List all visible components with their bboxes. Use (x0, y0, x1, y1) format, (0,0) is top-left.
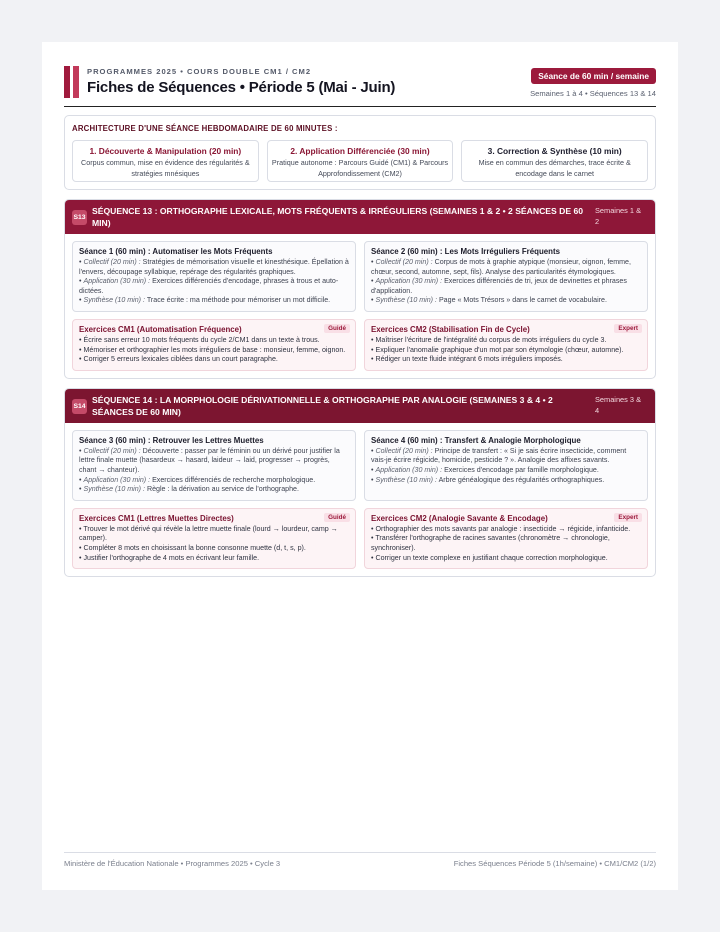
seance-card (72, 430, 356, 501)
sequence-title: SÉQUENCE 14 : LA MORPHOLOGIE DÉRIVATIONNELLE & ORTHOGRAPHE PAR ANALOGIE (SEMAINES 3 & 4 • 2 SÉANCES DE 60 MIN) (92, 394, 553, 417)
exercise-card-cm1 (72, 319, 356, 371)
page-title: Fiches de Séquences • Période 5 (Mai - Juin) (87, 79, 396, 96)
seance-title: Séance 4 (60 min) : Transfert & Analogie Morphologique (371, 435, 581, 445)
exercise-title: Exercices CM2 (Analogie Savante & Encodage) (371, 513, 548, 523)
seance-line: • Synthèse (10 min) : Trace écrite : ma méthode pour mémoriser un mot difficile. (79, 296, 331, 305)
architecture-title: ARCHITECTURE D'UNE SÉANCE HEBDOMADAIRE DE 60 MINUTES : (72, 124, 338, 133)
seance-line: • Collectif (20 min) : Principe de transfert : « Si je sais écrire insecticide, comment vais-je écrire régicide, homicide, pesticide ? ». Analogie des affixes savants. (371, 446, 627, 465)
architecture-box (64, 115, 656, 190)
exercise-title: Exercices CM1 (Lettres Muettes Directes) (79, 513, 234, 523)
brand-bar-light (73, 66, 79, 98)
sequence-header (65, 200, 655, 234)
exercise-title: Exercices CM1 (Automatisation Fréquence) (79, 324, 242, 334)
sequence-14 (64, 388, 656, 577)
footer (64, 852, 656, 868)
sequence-title: SÉQUENCE 13 : ORTHOGRAPHE LEXICALE, MOTS FRÉQUENTS & IRRÉGULIERS (SEMAINES 1 & 2 • 2 SÉANCES DE 60 MIN) (92, 206, 584, 228)
seance-title: Séance 2 (60 min) : Les Mots Irréguliers Fréquents (371, 247, 560, 256)
seance-line: • Synthèse (10 min) : Règle : la dérivation au service de l'orthographe. (79, 485, 299, 494)
exercise-item: • Trouver le mot dérivé qui révèle la lettre muette finale (lourd → lourdeur, camp → camper). (79, 524, 338, 543)
level-tag: Guidé (324, 324, 350, 333)
exercise-title: Exercices CM2 (Stabilisation Fin de Cycle) (371, 324, 530, 334)
architecture-step (267, 140, 454, 182)
seance-card (364, 241, 648, 312)
sequence-weeks: Semaines 1 & 2 (595, 206, 642, 226)
seance-row (72, 241, 648, 312)
header-meta (530, 66, 656, 98)
exercise-item: • Orthographier des mots savants par analogie : insecticide → régicide, infanticide. (371, 524, 631, 533)
footer-right: Fiches Séquences Période 5 (1h/semaine) • CM1/CM2 (1/2) (453, 859, 656, 868)
header-title-group (64, 66, 395, 98)
exercise-item: • Maîtriser l'écriture de l'intégralité du corpus de mots irréguliers du cycle 3. (371, 335, 607, 344)
exercise-item: • Compléter 8 mots en choisissant la bonne consonne muette (d, t, s, p). (79, 543, 306, 552)
header-subtitle: Semaines 1 à 4 • Séquences 13 & 14 (530, 89, 656, 98)
exercise-row (72, 319, 648, 371)
brand-bar-dark (64, 66, 70, 98)
exercise-card-cm2 (364, 508, 648, 569)
sequence-body (65, 234, 655, 378)
header-kicker: PROGRAMMES 2025 • COURS DOUBLE CM1 / CM2 (87, 67, 312, 76)
exercise-item: • Justifier l'orthographe de 4 mots en écrivant leur famille. (79, 553, 260, 562)
architecture-step-text: Pratique autonome : Parcours Guidé (CM1) & Parcours Approfondissement (CM2) (271, 158, 449, 178)
exercise-card-cm1 (72, 508, 356, 569)
exercise-item: • Mémoriser et orthographier les mots irréguliers de base : monsieur, femme, oignon. (79, 345, 346, 354)
architecture-step-title: 1. Découverte & Manipulation (20 min) (89, 146, 242, 156)
page (42, 42, 678, 890)
seance-row (72, 430, 648, 501)
brand-bars (64, 66, 79, 98)
level-tag: Expert (614, 513, 642, 522)
session-badge: Séance de 60 min / semaine (531, 68, 656, 84)
seance-line: • Application (30 min) : Exercices différenciés d'encodage, phrases à trous et auto-dictées. (79, 277, 339, 295)
sequence-badge: S14 (72, 399, 87, 414)
seance-title: Séance 1 (60 min) : Automatiser les Mots Fréquents (79, 247, 273, 256)
level-tag: Guidé (324, 513, 350, 522)
architecture-columns (72, 140, 648, 182)
footer-left: Ministère de l'Éducation Nationale • Programmes 2025 • Cycle 3 (64, 859, 281, 868)
architecture-step-text: Corpus commun, mise en évidence des régularités & stratégies mnésiques (81, 158, 250, 178)
architecture-step (461, 140, 648, 182)
sequence-13 (64, 199, 656, 379)
exercise-item: • Écrire sans erreur 10 mots fréquents du cycle 2/CM1 dans un texte à trous. (79, 335, 320, 344)
exercise-item: • Expliquer l'anomalie graphique d'un mot par son étymologie (chœur, automne). (371, 345, 624, 354)
seance-line: • Application (30 min) : Exercices différenciés de recherche morphologique. (79, 475, 316, 484)
exercise-item: • Transférer l'orthographe de racines savantes (chronomètre → chronologie, synchroniser). (371, 534, 610, 552)
exercise-item: • Rédiger un texte fluide intégrant 6 mots irréguliers imposés. (371, 355, 563, 364)
level-tag: Expert (614, 324, 642, 333)
seance-line: • Application (30 min) : Exercices différenciés de tri, jeux de devinettes et phrases d'application. (371, 277, 627, 295)
seance-card (72, 241, 356, 312)
exercise-item: • Corriger un texte complexe en justifiant chaque correction morphologique. (371, 553, 608, 562)
header (64, 66, 656, 107)
seance-line: • Collectif (20 min) : Stratégies de mémorisation visuelle et kinesthésique. Épellation à l'envers, découpage syllabique, repérage des régularités graphiques. (79, 258, 349, 276)
seance-line: • Synthèse (10 min) : Page « Mots Trésors » dans le carnet de vocabulaire. (371, 296, 607, 305)
sequence-header (65, 389, 655, 423)
exercise-item: • Corriger 5 erreurs lexicales ciblées dans un court paragraphe. (79, 355, 278, 364)
seance-card (364, 430, 648, 501)
exercise-row (72, 508, 648, 569)
architecture-step-title: 2. Application Différenciée (30 min) (290, 146, 430, 156)
architecture-step-title: 3. Correction & Synthèse (10 min) (487, 146, 622, 156)
seance-line: • Collectif (20 min) : Découverte : passer par le féminin ou un dérivé pour justifier la lettre finale muette (hasardeux → hasard, laideur → laid, progresser → progrès, chant → chanteur). (79, 446, 340, 474)
seance-line: • Synthèse (10 min) : Arbre généalogique des régularités orthographiques. (371, 475, 605, 484)
exercise-card-cm2 (364, 319, 648, 371)
seance-title: Séance 3 (60 min) : Retrouver les Lettres Muettes (79, 435, 264, 445)
sequence-body (65, 423, 655, 576)
seance-line: • Application (30 min) : Exercices d'encodage par famille morphologique. (371, 465, 599, 474)
architecture-step-text: Mise en commun des démarches, trace écrite & encodage dans le carnet (478, 158, 631, 178)
architecture-step (72, 140, 259, 182)
sequence-badge: S13 (72, 210, 87, 225)
seance-line: • Collectif (20 min) : Corpus de mots à graphie atypique (monsieur, oignon, femme, chœur, second, automne, sept, fils). Analyse des particularités étymologiques. (371, 258, 631, 276)
sequence-weeks: Semaines 3 & 4 (595, 394, 642, 415)
